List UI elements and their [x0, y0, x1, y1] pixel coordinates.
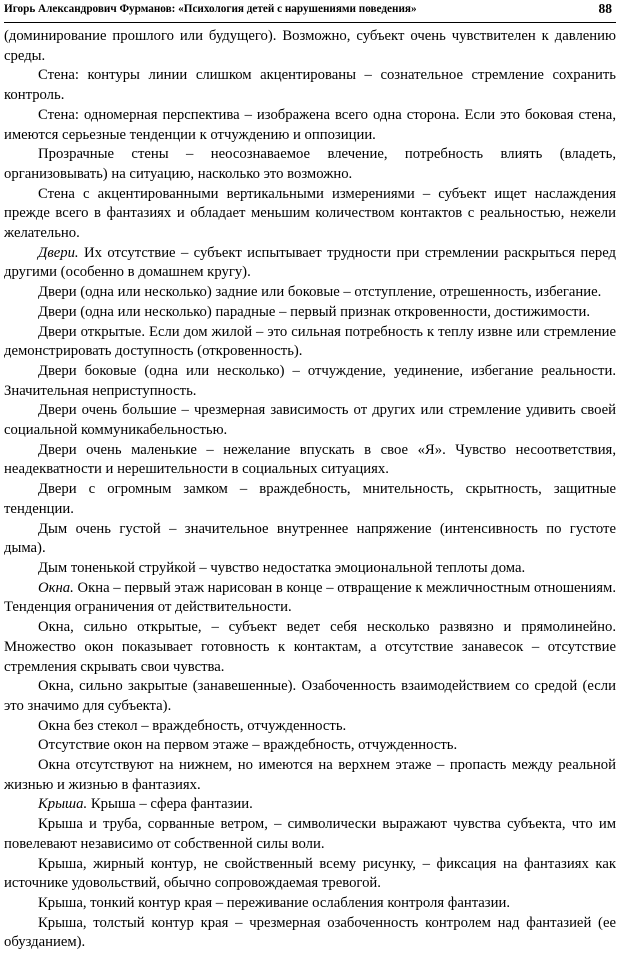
- section-lead: Крыша.: [38, 796, 88, 813]
- paragraph: [4, 27, 616, 66]
- paragraph: [4, 303, 616, 323]
- paragraph-text: Дым тоненькой струйкой – чувство недостатка эмоциональной теплоты дома.: [38, 559, 526, 576]
- header-title: Игорь Александрович Фурманов: «Психология детей с нарушениями поведения»: [4, 3, 417, 15]
- paragraph: [4, 283, 616, 303]
- paragraph: [4, 717, 616, 737]
- page-number: 88: [598, 1, 612, 16]
- paragraph-text: Двери очень маленькие – нежелание впускать в свое «Я». Чувство несоответствия, неадекватности и нерешительности в социальных ситуациях.: [4, 441, 616, 478]
- paragraph: [4, 401, 616, 440]
- paragraph: [4, 244, 616, 283]
- paragraph-text: Окна – первый этаж нарисован в конце – отвращение к межличностным отношениям. Тенденция ограничения от действительности.: [4, 579, 616, 616]
- paragraph: [4, 855, 616, 894]
- paragraph: [4, 480, 616, 519]
- body-text: [4, 27, 616, 953]
- paragraph: [4, 323, 616, 362]
- paragraph: [4, 736, 616, 756]
- paragraph-text: Стена: одномерная перспектива – изображена всего одна сторона. Если это боковая стена, имеются серьезные тенденции к отчуждению и оппозиции.: [4, 106, 616, 143]
- paragraph-text: Крыша, тонкий контур края – переживание ослабления контроля фантазии.: [38, 894, 511, 911]
- paragraph-text: Окна без стекол – враждебность, отчужденность.: [38, 717, 347, 734]
- paragraph-text: Двери боковые (одна или несколько) – отчуждение, уединение, избегание реальности. Значительная неприступность.: [4, 362, 616, 399]
- paragraph-text: Стена с акцентированными вертикальными измерениями – субъект ищет наслаждения прежде всего в фантазиях и обладает меньшим количеством контактов с реальностью, нежели желательно.: [4, 185, 616, 242]
- paragraph-text: Крыша, толстый контур края – чрезмерная озабоченность контролем над фантазией (ее обузданием).: [4, 914, 616, 951]
- paragraph: [4, 815, 616, 854]
- paragraph: [4, 618, 616, 677]
- paragraph: [4, 362, 616, 401]
- paragraph: [4, 756, 616, 795]
- paragraph-text: Окна, сильно открытые, – субъект ведет себя несколько развязно и прямолинейно. Множество окон показывает готовность к контактам, а отсутствие занавесок – отсутствие стремления скрывать свои чувства.: [4, 619, 616, 675]
- paragraph-text: (доминирование прошлого или будущего). Возможно, субъект очень чувствителен к давлению среды.: [4, 28, 616, 64]
- paragraph-text: Окна отсутствуют на нижнем, но имеются на верхнем этаже – пропасть между реальной жизнью и жизнью в фантазиях.: [4, 757, 616, 793]
- paragraph-text: Дым очень густой – значительное внутреннее напряжение (интенсивность по густоте дыма).: [4, 520, 616, 557]
- paragraph: [4, 795, 616, 815]
- paragraph: [4, 145, 616, 184]
- paragraph: [4, 894, 616, 914]
- paragraph-text: Двери (одна или несколько) задние или боковые – отступление, отрешенность, избегание.: [38, 284, 602, 301]
- paragraph-text: Двери открытые. Если дом жилой – это сильная потребность к теплу извне или стремление демонстрировать доступность (откровенность).: [4, 323, 616, 360]
- paragraph-text: Двери с огромным замком – враждебность, мнительность, скрытность, защитные тенденции.: [4, 481, 616, 517]
- paragraph-text: Стена: контуры линии слишком акцентированы – сознательное стремление сохранить контроль.: [4, 67, 616, 104]
- paragraph-text: Их отсутствие – субъект испытывает трудности при стремлении раскрыться перед другими (особенно в домашнем кругу).: [4, 244, 616, 281]
- paragraph-text: Окна, сильно закрытые (занавешенные). Озабоченность взаимодействием со средой (если это значимо для субъекта).: [4, 678, 616, 714]
- paragraph: [4, 66, 616, 105]
- section-lead: Окна.: [38, 579, 74, 596]
- section-lead: Двери.: [38, 244, 79, 261]
- paragraph: [4, 559, 616, 579]
- paragraph: [4, 185, 616, 244]
- paragraph: [4, 579, 616, 618]
- paragraph-text: Прозрачные стены – неосознаваемое влечение, потребность влиять (владеть, организовывать) на ситуацию, насколько это возможно.: [4, 146, 616, 182]
- paragraph: [4, 520, 616, 559]
- paragraph-text: Двери очень большие – чрезмерная зависимость от других или стремление удивить своей социальной коммуникабельностью.: [4, 402, 616, 439]
- paragraph-text: Двери (одна или несколько) парадные – первый признак откровенности, достижимости.: [38, 303, 590, 320]
- paragraph: [4, 441, 616, 480]
- running-header: [4, 0, 616, 23]
- paragraph-text: Крыша – сфера фантазии.: [87, 796, 253, 813]
- paragraph: [4, 106, 616, 145]
- paragraph-text: Крыша, жирный контур, не свойственный всему рисунку, – фиксация на фантазиях как источнике удовольствий, обычно сопровождаемая тревогой.: [4, 855, 616, 892]
- paragraph: [4, 677, 616, 716]
- paragraph: [4, 914, 616, 953]
- paragraph-text: Крыша и труба, сорванные ветром, – символически выражают чувства субъекта, что им повелевают независимо от собственной силы воли.: [4, 816, 616, 852]
- paragraph-text: Отсутствие окон на первом этаже – враждебность, отчужденность.: [38, 737, 458, 754]
